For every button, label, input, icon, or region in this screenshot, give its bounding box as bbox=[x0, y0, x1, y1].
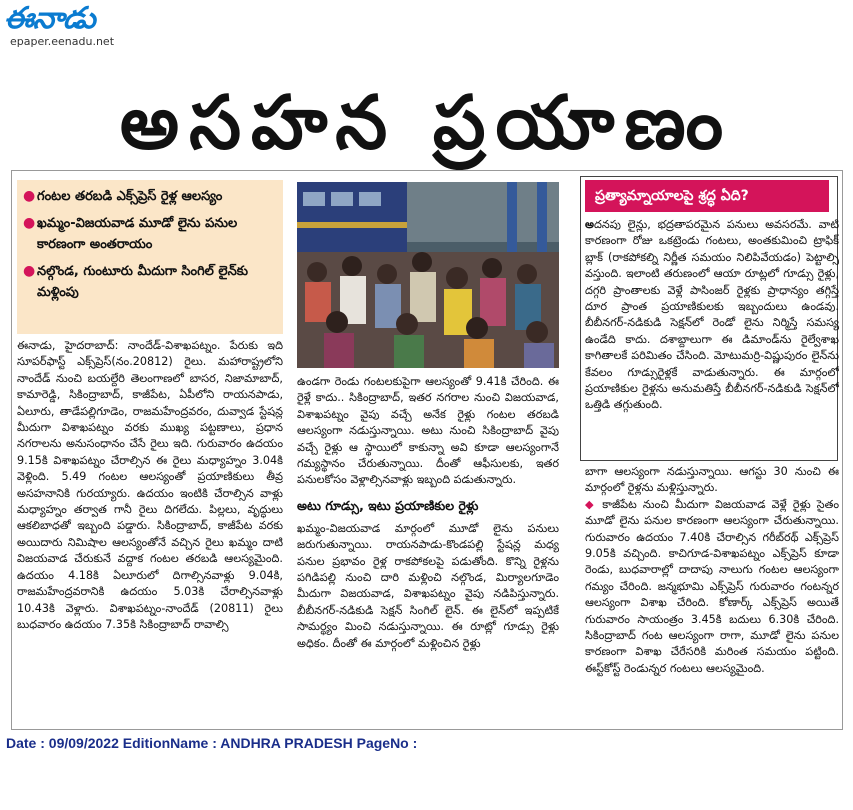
masthead bbox=[4, 2, 144, 52]
sidebar-text: దనపు లైన్లు, భద్రతాపరమైన పనులు అవసరమే. వాటి కారణంగా రోజు ఒకట్రెండు గంటలు, అంతకుమించి ట్రాఫిక్ బ్లాక్ (రాకపోకల్ని నిర్ణీత సమయం నిలిపివేయడం) పెట్టాల్సి వస్తుంది. ఇలాంటి తరుణంలో ఆయా రూట్లలో గూడ్సు రైళ్లు, దగ్గరి ప్రాంతాలకు వెళ్లే పాసింజర్ రైళ్లకు ప్రాధాన్యం తగ్గిస్తే దూర ప్రాంత ప్రయాణికులకు ఇబ్బందులు ఉండవు. బీబీనగర్-నడికుడి సెక్షన్‌లో రెండో లైను నిర్మిస్తే సమస్య ఉండేది కాదు. దశాబ్దాలుగా ఈ డిమాండ్‌ను రైల్వేశాఖ కాగితాలకే పరిమితం చేసింది. మోటుమర్రి-విష్ణుపురం లైన్‌ను కేవలం గూడ్సురైళ్లకే వాడుతున్నారు. ఈ మార్గంలో ప్రయాణికుల రైళ్లను అనుమతిస్తే బీబీనగర్-నడికుడి సెక్షన్‌లో ఒత్తిడి తగ్గుతుంది. bbox=[585, 218, 839, 412]
bullet-icon: ● bbox=[23, 188, 36, 204]
crowded-platform-photo bbox=[297, 182, 559, 368]
section-subheading: అటు గూడ్సు, ఇటు ప్రయాణికుల రైళ్లు bbox=[297, 497, 479, 513]
photo-illustration bbox=[297, 182, 559, 368]
highlight-item bbox=[23, 186, 277, 207]
sidebar-body bbox=[585, 217, 839, 461]
article-paragraph: ఖమ్మం-విజయవాడ మార్గంలో మూడో లైను పనులు జరుగుతున్నాయి. రాయనపాడు-కొండపల్లి స్టేషన్ల మధ్య పనుల ప్రభావం రైళ్ల రాకపోకలపై పడుతోంది. కొన్ని రైళ్లను పగిడిపల్లి నుంచి దారి మళ్లించి నల్గొండ, మిర్యాలగూడెం మీదుగా విజయవాడ, విశాఖపట్నం వైపు నడిపిస్తున్నారు. బీబీనగర్-నడికుడి సెక్షన్ సింగిల్ లైన్. ఈ లైన్‌లో ఇప్పటికే సామర్థ్యం మించి నడుస్తున్నాయి. ఈ రూట్లో గూడ్సు రైళ్లు అధికం. దీంతో ఈ మార్గంలో మళ్లించిన రైళ్లు bbox=[297, 521, 559, 650]
epaper-url[interactable]: epaper.eenadu.net bbox=[10, 35, 115, 48]
eenadu-logo: ఈనాడు bbox=[4, 1, 95, 36]
page-headline: అసహన ప్రయాణం bbox=[119, 80, 734, 166]
edition-footer: Date : 09/09/2022 EditionName : ANDHRA PRADESH PageNo : bbox=[6, 735, 418, 751]
article-column-1 bbox=[17, 338, 283, 724]
article-column-3 bbox=[585, 464, 839, 724]
bullet-icon: ● bbox=[23, 215, 36, 231]
diamond-icon: ◆ bbox=[585, 497, 603, 511]
article-paragraph: ఈనాడు, హైదరాబాద్: నాందేడ్-విశాఖపట్నం. పేరుకు ఇది సూపర్‌ఫాస్ట్ ఎక్స్‌ప్రెస్(నం.20812) రైలు. మహారాష్ట్రలోని నాందేడ్ నుంచి బయల్దేరి తెలంగాణలో బాసర, నిజామాబాద్, కామారెడ్డి, సికింద్రాబాద్, కాజీపేట, ఏపీలోని రాయనపాడు, ఏలూరు, తాడేపల్లిగూడెం, రాజమహేంద్రవరం, దువ్వాడ స్టేషన్ల మీదుగా విశాఖపట్నం వరకు ముఖ్య పట్టణాలు, ప్రధాన నగరాలను అనుసంధానం చేసే రైలు ఇది. గురువారం ఉదయం 9.15కి విశాఖపట్నం చేరాల్సిన ఈ రైలు మధ్యాహ్నం 3.04కి వెళ్లింది. 5.49 గంటల ఆలస్యంతో ప్రయాణికులు తీవ్ర అసహనానికి గురయ్యారు. ఉదయం ఇంటికి చేరాల్సిన వాళ్లు మధ్యాహ్నం తర్వాత గానీ రైలు దిగలేదు. పిల్లలు, వృద్ధులు ఆకలిబాధతో ఇబ్బంది పడ్డారు. సికింద్రాబాద్, కాజీపేట వరకు అయిదారు నిమిషాల ఆలస్యంతోనే వచ్చిన రైలు ఖమ్మం దాటి విజయవాడ చేరుకునే వద్దాక గంటల తరబడి ఆలస్యమైంది. ఉదయం 4.18కి ఏలూరులో దిగాల్సినవాళ్లు 9.04కి, రాజమహేంద్రవరానికి ఉదయం 5.03కి చేరాల్సినవాళ్లు 10.43కి వెళ్లారు. విశాఖపట్నం-నాందేడ్ (20811) రైలు బుధవారం ఉదయం 7.35కి సికింద్రాబాద్ రావాల్సి bbox=[17, 339, 283, 631]
drop-cap: అ bbox=[585, 218, 594, 231]
article-paragraph bbox=[585, 497, 839, 677]
highlight-item bbox=[23, 261, 277, 303]
article-paragraph: ఉండగా రెండు గంటలకుపైగా ఆలస్యంతో 9.41కి చేరింది. ఈ రైళ్లే కాదు.. సికింద్రాబాద్, ఇతర నగరాల నుంచి విజయవాడ, విశాఖపట్నం వైపు వచ్చే అనేక రైళ్లు గంటల తరబడి ఆలస్యంగా నడుస్తున్నాయి. అటు నుంచి సికింద్రాబాద్ వైపు వచ్చే రైళ్లు ఆ స్థాయిలో కాకున్నా అవి కూడా ఆలస్యంగానే గమ్యస్థానం చేరుతున్నాయి. దీంతో ఆఫీసులకు, ఇతర పనులకోసం వెళ్లాల్సినవాళ్లు ఇబ్బంది పడుతున్నారు. bbox=[297, 375, 559, 487]
article-column-2 bbox=[297, 374, 559, 724]
paragraph-text: కాజీపేట నుంచి మీదుగా విజయవాడ వెళ్లే రైళ్లు సైతం మూడో లైను పనుల కారణంగా ఆలస్యంగా చేరుతున్నాయి. గురువారం ఉదయం 7.40కి చేరాల్సిన గరీబ్‌రథ్ ఎక్స్‌ప్రెస్ 9.05కి వచ్చింది. కాచిగూడ-విశాఖపట్నం ఎక్స్‌ప్రెస్ కూడా రెండు, బుధవారాల్లో దాదాపు నాలుగు గంటల ఆలస్యంగా గమ్యం చేరింది. జన్మభూమి ఎక్స్‌ప్రెస్ గురువారం గంటన్నర ఆలస్యంగా విశాఖ చేరింది. కోణార్క్ ఎక్స్‌ప్రెస్ అయితే గురువారం సాయంత్రం 3.45కి బదులు 6.30కి చేరింది. సికింద్రాబాద్ గంట ఆలస్యంగా రాగా, మూడో లైను పనుల కారణంగా విశాఖ చేరేసరికి మరింత సమయం పట్టింది. ఈస్ట్‌కోస్ట్ రెండున్నర గంటలు ఆలస్యమైంది. bbox=[585, 497, 839, 675]
highlight-text: నల్గొండ, గుంటూరు మీదుగా సింగిల్ లైన్‌కు మళ్లింపు bbox=[37, 264, 249, 300]
article-paragraph: బాగా ఆలస్యంగా నడుస్తున్నాయి. ఆగస్టు 30 నుంచి ఈ మార్గంలో రైళ్లను మళ్లిస్తున్నారు. bbox=[585, 465, 839, 495]
sidebar-title: ప్రత్యామ్నాయాలపై శ్రద్ధ ఏది? bbox=[585, 180, 829, 212]
highlight-item bbox=[23, 213, 277, 255]
bullet-icon: ● bbox=[23, 263, 36, 279]
highlight-text: ఖమ్మం-విజయవాడ మూడో లైను పనుల కారణంగా అంతరాయం bbox=[37, 216, 238, 252]
sidebar-paragraph bbox=[585, 217, 839, 414]
highlights-box bbox=[17, 180, 283, 334]
highlight-text: గంటల తరబడి ఎక్స్‌ప్రెస్ రైళ్ల ఆలస్యం bbox=[37, 189, 223, 204]
